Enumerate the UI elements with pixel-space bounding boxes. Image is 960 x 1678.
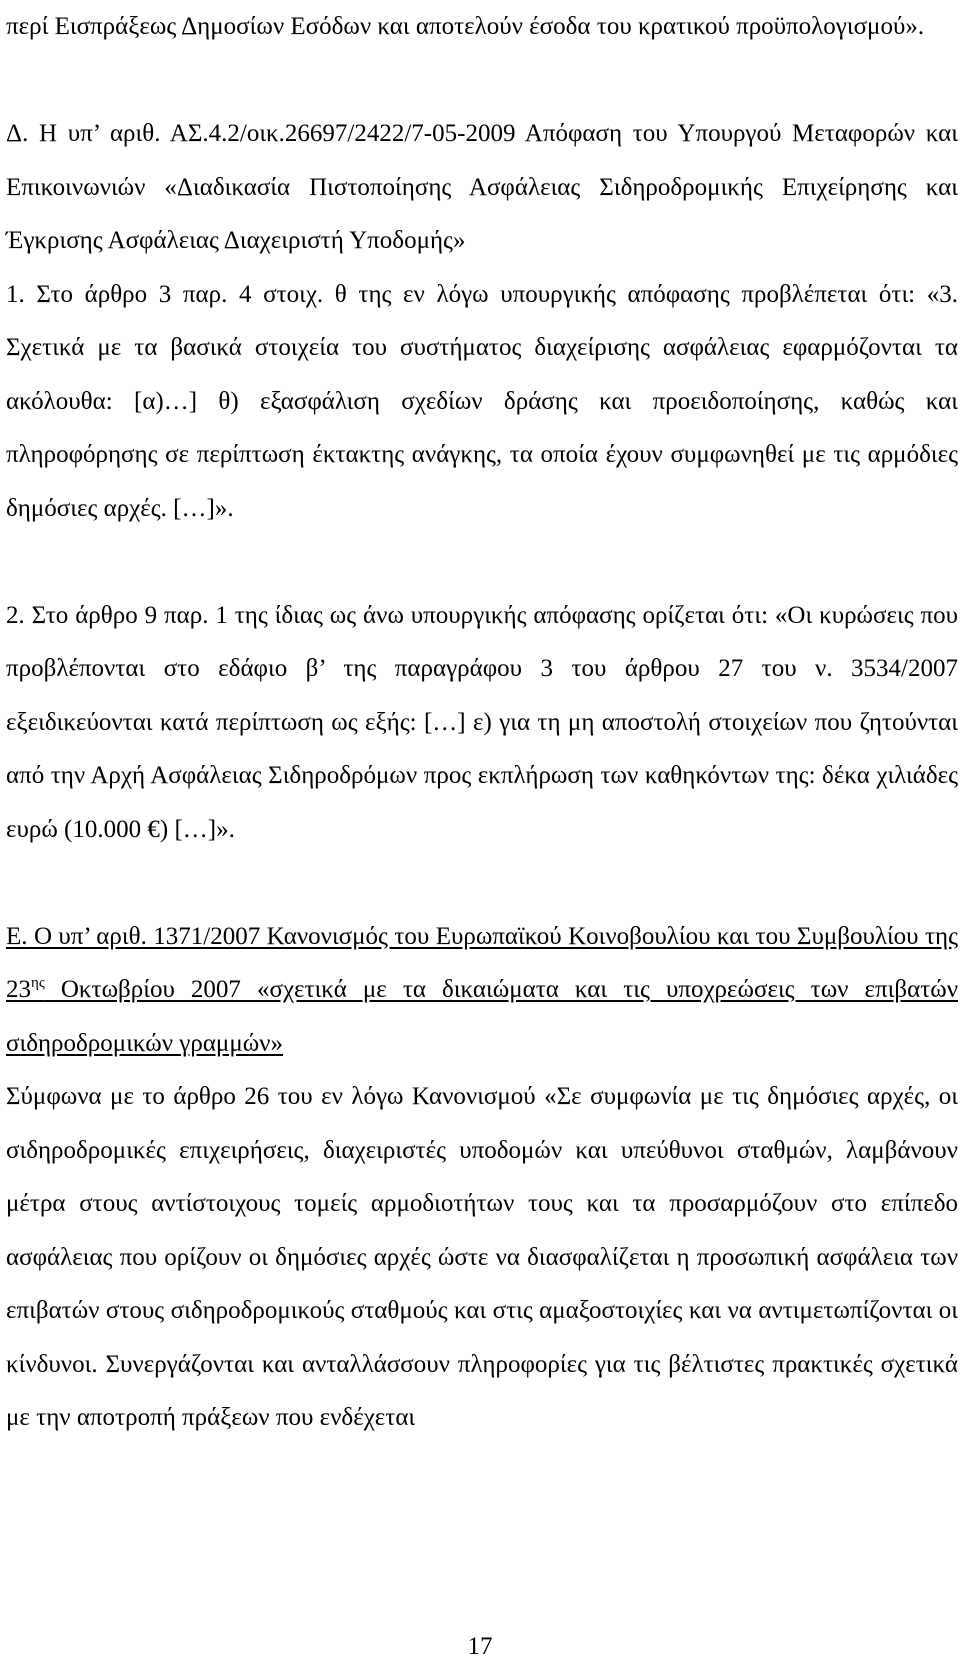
ordinal-superscript: ης (31, 975, 45, 991)
paragraph-gap (6, 856, 958, 910)
document-body (6, 0, 958, 1445)
section-d-item-1: 1. Στο άρθρο 3 παρ. 4 στοιχ. θ της εν λόγω υπουργικής απόφασης προβλέπεται ότι: «3. Σχετικά με τα βασικά στοιχεία του συστήματος διαχείρισης ασφάλειας εφαρμόζονται τα ακόλουθα: [α)…] θ) εξασφάλιση σχεδίων δράσης και προειδοποίησης, καθώς και πληροφόρησης σε περίπτωση έκτακτης ανάγκης, τα οποία έχουν συμφωνηθεί με τις αρμόδιες δημόσιες αρχές. […]». (6, 280, 958, 522)
section-e-heading (6, 910, 958, 1071)
section-e-heading-part2: Οκτωβρίου 2007 «σχετικά με τα δικαιώματα και τις υποχρεώσεις των επιβατών σιδηροδρομικών γραμμών» (6, 976, 958, 1057)
paragraph-continuation: περί Εισπράξεως Δημοσίων Εσόδων και αποτελούν έσοδα του κρατικού προϋπολογισμού». (6, 13, 925, 40)
section-e-paragraph: Σύμφωνα με το άρθρο 26 του εν λόγω Κανονισμού «Σε συμφωνία με τις δημόσιες αρχές, οι σιδηροδρομικές επιχειρήσεις, διαχειριστές υποδομών και υπεύθυνοι σταθμών, λαμβάνουν μέτρα στους αντίστοιχους τομείς αρμοδιοτήτων τους και τα προσαρμόζουν στο επίπεδο ασφάλειας που ορίζουν οι δημόσιες αρχές ώστε να διασφαλίζεται η προσωπική ασφάλεια των επιβατών στους σιδηροδρομικούς σταθμούς και στις αμαξοστοιχίες και να αντιμετωπίζονται οι κίνδυνοι. Συνεργάζονται και ανταλλάσσουν πληροφορίες για τις βέλτιστες πρακτικές σχετικά με την αποτροπή πράξεων που ενδέχεται (6, 1083, 958, 1431)
section-e-heading-part1: Ε. Ο υπ’ αριθ. 1371/2007 Κανονισμός του Ευρωπαϊκού Κοινοβουλίου και του Συμβουλίου της 23 (6, 922, 958, 1003)
paragraph-gap (6, 535, 958, 589)
section-d-heading: Δ. Η υπ’ αριθ. ΑΣ.4.2/οικ.26697/2422/7-05-2009 Απόφαση του Υπουργού Μεταφορών και Επικοινωνιών «Διαδικασία Πιστοποίησης Ασφάλειας Σιδηροδρομικής Επιχείρησης και Έγκρισης Ασφάλειας Διαχειριστή Υποδομής» (6, 120, 958, 254)
paragraph-gap (6, 54, 958, 108)
page-number: 17 (467, 1633, 493, 1660)
section-d-item-2: 2. Στο άρθρο 9 παρ. 1 της ίδιας ως άνω υπουργικής απόφασης ορίζεται ότι: «Οι κυρώσεις που προβλέπονται στο εδάφιο β’ της παραγράφου 3 του άρθρου 27 του ν. 3534/2007 εξειδικεύονται κατά περίπτωση ως εξής: […] ε) για τη μη αποστολή στοιχείων που ζητούνται από την Αρχή Ασφάλειας Σιδηροδρόμων προς εκπλήρωση των καθηκόντων της: δέκα χιλιάδες ευρώ (10.000 €) […]». (6, 601, 958, 843)
